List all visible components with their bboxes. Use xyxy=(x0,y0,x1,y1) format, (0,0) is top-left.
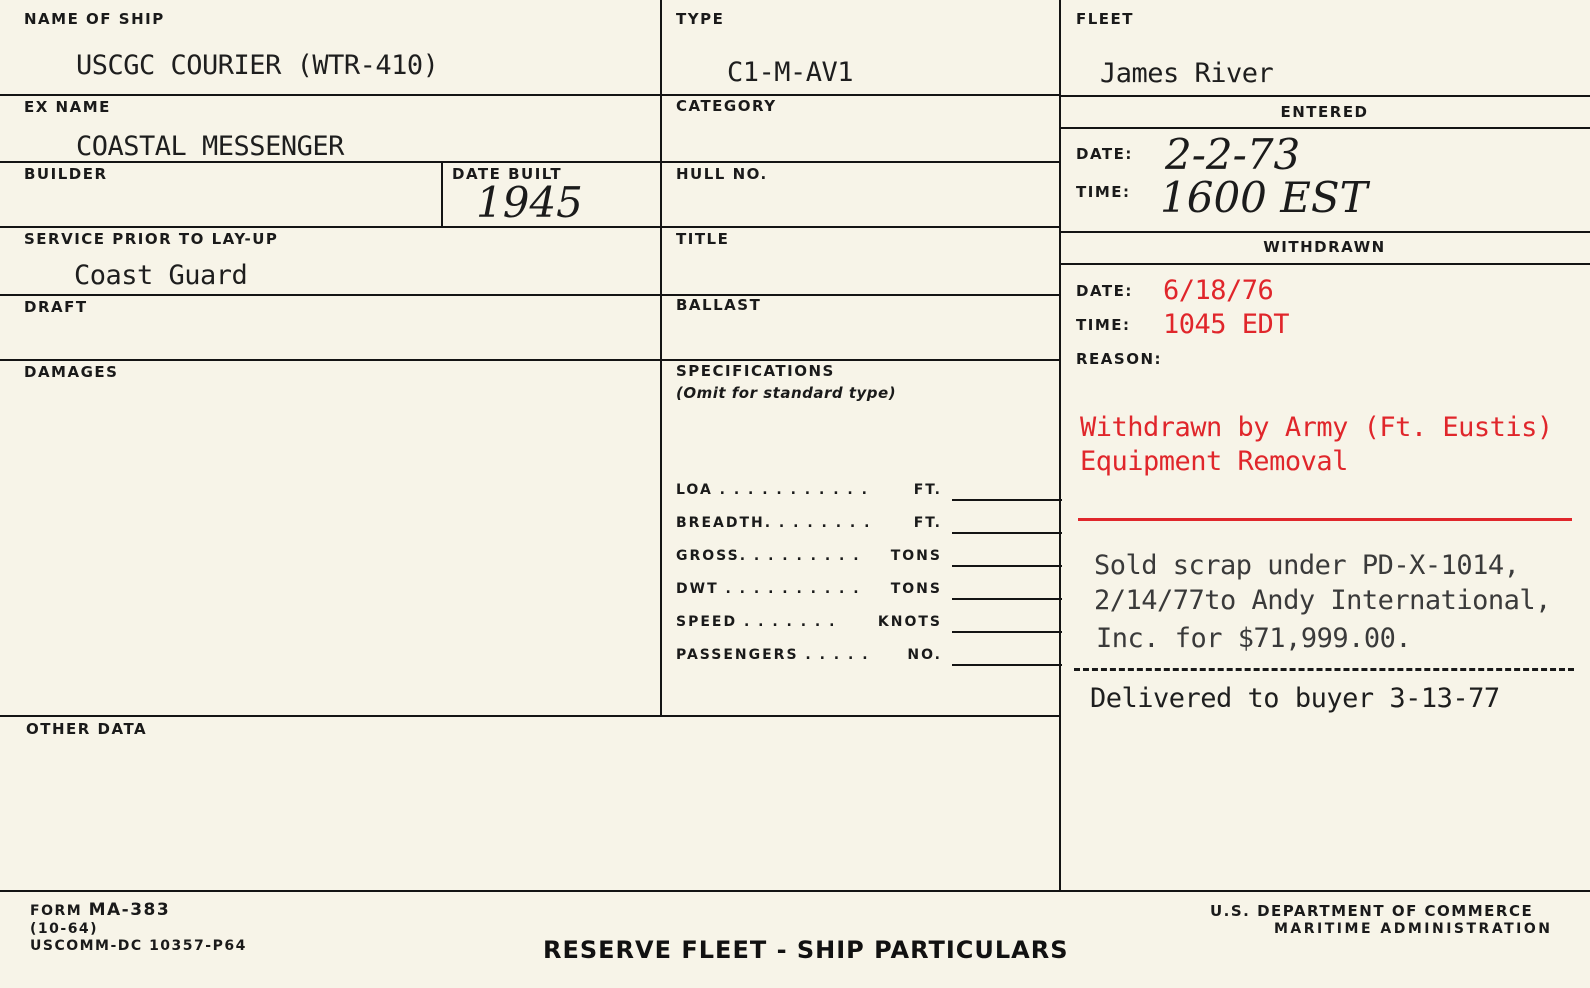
hull-no-label: HULL NO. xyxy=(676,165,768,183)
ballast-label: BALLAST xyxy=(676,296,762,314)
spec-row xyxy=(676,647,1062,669)
delivered-value: Delivered to buyer 3-13-77 xyxy=(1090,683,1500,714)
spec-row xyxy=(676,614,1062,636)
spec-row xyxy=(676,581,1062,603)
reason-line-1: Withdrawn by Army (Ft. Eustis) xyxy=(1080,412,1553,443)
footer-line xyxy=(0,890,1590,892)
spec-unit: NO. xyxy=(907,647,942,663)
administration-name: MARITIME ADMINISTRATION xyxy=(1274,921,1553,937)
type-value: C1-M-AV1 xyxy=(727,57,854,88)
entered-header-line xyxy=(1059,127,1590,129)
specifications-note: (Omit for standard type) xyxy=(676,384,897,402)
spec-unit: TONS xyxy=(890,581,942,597)
service-prior-label: SERVICE PRIOR TO LAY-UP xyxy=(24,230,279,248)
draft-label: DRAFT xyxy=(24,298,88,316)
spec-value-line xyxy=(952,631,1062,633)
entered-time-value: 1600 EST xyxy=(1160,173,1368,222)
builder-label: BUILDER xyxy=(24,165,108,183)
form-print-code: USCOMM-DC 10357-P64 xyxy=(30,938,247,954)
service-prior-value: Coast Guard xyxy=(74,260,248,291)
spec-value-line xyxy=(952,565,1062,567)
withdrawn-time-label: TIME: xyxy=(1076,316,1131,334)
red-rule xyxy=(1078,518,1572,521)
card-title: RESERVE FLEET - SHIP PARTICULARS xyxy=(543,936,1069,964)
date-built-label: DATE BUILT xyxy=(452,165,563,183)
name-of-ship-value: USCGC COURIER (WTR-410) xyxy=(76,50,439,81)
row-line-6 xyxy=(0,715,1061,717)
withdrawn-date-value: 6/18/76 xyxy=(1163,275,1274,306)
sold-line-1: Sold scrap under PD-X-1014, xyxy=(1094,550,1520,581)
fleet-bottom-line xyxy=(1059,95,1590,97)
spec-row xyxy=(676,482,1062,504)
spec-row xyxy=(676,515,1062,537)
entered-time-label: TIME: xyxy=(1076,183,1131,201)
sold-line-3: Inc. for $71,999.00. xyxy=(1096,623,1412,654)
withdrawn-time-value: 1045 EDT xyxy=(1163,309,1290,340)
row-line-1 xyxy=(0,94,1061,96)
spec-label: PASSENGERS . . . . . xyxy=(676,647,870,663)
column-divider-2 xyxy=(1059,0,1061,892)
ex-name-label: EX NAME xyxy=(24,98,111,116)
withdrawn-label: WITHDRAWN xyxy=(1263,238,1386,256)
spec-label: SPEED . . . . . . . xyxy=(676,614,837,630)
date-built-value: 1945 xyxy=(476,178,583,227)
spec-label: GROSS. . . . . . . . . xyxy=(676,548,861,564)
form-code-bold: MA-383 xyxy=(88,900,171,920)
department-name: U.S. DEPARTMENT OF COMMERCE xyxy=(1210,902,1534,920)
form-date: (10-64) xyxy=(30,921,99,937)
spec-unit: FT. xyxy=(913,482,942,498)
name-of-ship-label: NAME OF SHIP xyxy=(24,10,165,28)
title-label: TITLE xyxy=(676,230,730,248)
entered-bottom-line xyxy=(1059,231,1590,233)
row-line-5 xyxy=(0,359,1061,361)
spec-value-line xyxy=(952,532,1062,534)
other-data-label: OTHER DATA xyxy=(26,720,148,738)
spec-value-line xyxy=(952,598,1062,600)
fleet-value: James River xyxy=(1100,58,1274,89)
category-label: CATEGORY xyxy=(676,97,777,115)
spec-label: BREADTH. . . . . . . . xyxy=(676,515,872,531)
spec-unit: TONS xyxy=(890,548,942,564)
spec-unit: KNOTS xyxy=(877,614,942,630)
damages-label: DAMAGES xyxy=(24,363,119,381)
form-prefix: FORM xyxy=(30,903,83,919)
spec-label: DWT . . . . . . . . . . xyxy=(676,581,861,597)
sold-line-2: 2/14/77to Andy International, xyxy=(1094,585,1551,616)
spec-label: LOA . . . . . . . . . . . xyxy=(676,482,869,498)
type-label: TYPE xyxy=(676,10,725,28)
spec-value-line xyxy=(952,664,1062,666)
spec-row xyxy=(676,548,1062,570)
entered-label: ENTERED xyxy=(1280,103,1369,121)
row-line-4 xyxy=(0,294,1061,296)
spec-unit: FT. xyxy=(913,515,942,531)
form-number xyxy=(30,902,170,920)
entered-date-value: 2-2-73 xyxy=(1165,130,1301,179)
dashed-rule xyxy=(1074,668,1574,671)
withdrawn-date-label: DATE: xyxy=(1076,282,1133,300)
ex-name-value: COASTAL MESSENGER xyxy=(76,131,344,162)
builder-date-divider xyxy=(441,161,443,227)
reason-line-2: Equipment Removal xyxy=(1080,446,1348,477)
fleet-label: FLEET xyxy=(1076,10,1135,28)
entered-date-label: DATE: xyxy=(1076,145,1133,163)
specifications-label: SPECIFICATIONS xyxy=(676,362,835,380)
withdrawn-header-line xyxy=(1059,263,1590,265)
reason-label: REASON: xyxy=(1076,350,1163,368)
spec-value-line xyxy=(952,499,1062,501)
